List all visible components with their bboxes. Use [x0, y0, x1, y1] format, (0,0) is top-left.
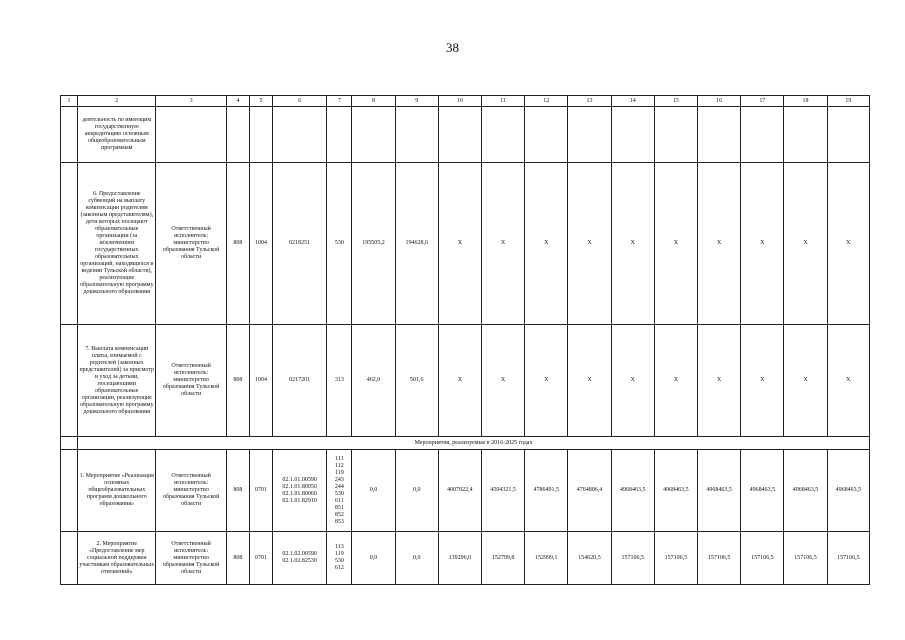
column-number: 12: [525, 96, 568, 107]
section-code: [249, 107, 272, 163]
column-number: 13: [568, 96, 611, 107]
ministry-code: 808: [226, 532, 249, 585]
value-cell: 0,0: [395, 450, 438, 532]
value-cell: Х: [438, 325, 481, 437]
ministry-code: 808: [226, 163, 249, 325]
section-code: 0701: [249, 532, 272, 585]
value-cell: 139296,0: [438, 532, 481, 585]
value-cell: [827, 107, 869, 163]
value-cell: Х: [784, 325, 827, 437]
section-code: 1004: [249, 325, 272, 437]
value-cell: Х: [784, 163, 827, 325]
column-number: 19: [827, 96, 869, 107]
page-number: 38: [446, 40, 459, 55]
value-cell: Х: [482, 163, 525, 325]
column-number: 2: [78, 96, 156, 107]
value-cell: 0,0: [352, 450, 395, 532]
ministry-code: 808: [226, 325, 249, 437]
column-number: 10: [438, 96, 481, 107]
column-number: 15: [654, 96, 697, 107]
column-number-row: [61, 96, 870, 107]
value-cell: [611, 107, 654, 163]
section-row: [61, 437, 870, 450]
value-cell: [654, 107, 697, 163]
column-number: 8: [352, 96, 395, 107]
value-cell: 154620,5: [568, 532, 611, 585]
executor: Ответственный исполнитель: министерство образования Тульской области: [156, 325, 226, 437]
value-cell: 4968463,5: [698, 450, 741, 532]
section-code: 1004: [249, 163, 272, 325]
table-row: [61, 107, 870, 163]
value-cell: 4007022,4: [438, 450, 481, 532]
column-number: 16: [698, 96, 741, 107]
value-cell: [352, 107, 395, 163]
value-cell: 157106,5: [698, 532, 741, 585]
value-cell: 157106,5: [784, 532, 827, 585]
measure-name: 7. Выплата компенсации платы, взимаемой с родителей (законных представителей) за присмотр и уход за детьми, посещающими образовательные организации, реализующие образовательную программу дошкольного образования: [78, 325, 156, 437]
value-cell: 4968463,5: [784, 450, 827, 532]
value-cell: 4968463,5: [827, 450, 869, 532]
value-cell: Х: [698, 163, 741, 325]
value-cell: Х: [827, 163, 869, 325]
target-article: [273, 107, 327, 163]
column-number: 4: [226, 96, 249, 107]
value-cell: Х: [654, 325, 697, 437]
table-row: [61, 325, 870, 437]
expense-type: 113 119 530 612: [327, 532, 352, 585]
value-cell: [525, 107, 568, 163]
value-cell: [568, 107, 611, 163]
value-cell: 195505,2: [352, 163, 395, 325]
value-cell: 0,0: [352, 532, 395, 585]
value-cell: 4786491,5: [525, 450, 568, 532]
value-cell: [741, 107, 784, 163]
column-number: 9: [395, 96, 438, 107]
target-article: 02.1.02.00590 02.1.02.82530: [273, 532, 327, 585]
budget-table: [60, 95, 870, 585]
value-cell: [482, 107, 525, 163]
value-cell: Х: [525, 163, 568, 325]
value-cell: 4764806,4: [568, 450, 611, 532]
column-number: 11: [482, 96, 525, 107]
column-number: 5: [249, 96, 272, 107]
column-number: 6: [273, 96, 327, 107]
target-article: 02.1.01.00590 02.1.01.80050 02.1.01.80060 02.1.01.82910: [273, 450, 327, 532]
measure-name: 6. Предоставление субвенций на выплату компенсации родителям (законным представителям), дети которых посещают образовательные организации (за исключением государственных образовательных организаций, находящихся в ведении Тульской области), реализующие образовательную программу дошкольного образования: [78, 163, 156, 325]
value-cell: 462,0: [352, 325, 395, 437]
value-cell: Х: [525, 325, 568, 437]
column-number: 1: [61, 96, 78, 107]
column-number: 14: [611, 96, 654, 107]
value-cell: 4968463,5: [611, 450, 654, 532]
section-code: 0701: [249, 450, 272, 532]
executor: Ответственный исполнитель: министерство образования Тульской области: [156, 532, 226, 585]
value-cell: Х: [741, 325, 784, 437]
ministry-code: 808: [226, 450, 249, 532]
value-cell: 152999,1: [525, 532, 568, 585]
value-cell: Х: [482, 325, 525, 437]
section-label: Мероприятия, реализуемые в 2016-2025 годах: [78, 437, 870, 450]
column-number: 7: [327, 96, 352, 107]
value-cell: 4968463,5: [654, 450, 697, 532]
value-cell: [438, 107, 481, 163]
value-cell: Х: [611, 163, 654, 325]
value-cell: Х: [741, 163, 784, 325]
value-cell: Х: [611, 325, 654, 437]
target-article: 0218251: [273, 163, 327, 325]
column-number: 18: [784, 96, 827, 107]
table-row: [61, 532, 870, 585]
value-cell: 157106,5: [654, 532, 697, 585]
executor: [156, 107, 226, 163]
expense-type: 530: [327, 163, 352, 325]
value-cell: 4968463,5: [741, 450, 784, 532]
measure-name: деятельность по имеющим государственную аккредитацию основным общеобразовательным программам: [78, 107, 156, 163]
expense-type: 111 112 119 243 244 530 611 851 852 853: [327, 450, 352, 532]
value-cell: 157106,5: [741, 532, 784, 585]
expense-type: [327, 107, 352, 163]
value-cell: 152799,8: [482, 532, 525, 585]
table-row: [61, 450, 870, 532]
value-cell: Х: [568, 325, 611, 437]
value-cell: 0,0: [395, 532, 438, 585]
expense-type: 313: [327, 325, 352, 437]
value-cell: 194628,6: [395, 163, 438, 325]
value-cell: 157106,5: [611, 532, 654, 585]
value-cell: Х: [698, 325, 741, 437]
column-number: 3: [156, 96, 226, 107]
value-cell: [698, 107, 741, 163]
value-cell: Х: [827, 325, 869, 437]
value-cell: Х: [438, 163, 481, 325]
value-cell: [395, 107, 438, 163]
value-cell: Х: [568, 163, 611, 325]
measure-name: 2. Мероприятие «Предоставление мер социальной поддержки участникам образовательных отношений»: [78, 532, 156, 585]
column-number: 17: [741, 96, 784, 107]
target-article: 0217201: [273, 325, 327, 437]
executor: Ответственный исполнитель: министерство образования Тульской области: [156, 163, 226, 325]
ministry-code: [226, 107, 249, 163]
value-cell: 157106,5: [827, 532, 869, 585]
value-cell: 501,6: [395, 325, 438, 437]
value-cell: Х: [654, 163, 697, 325]
executor: Ответственный исполнитель: министерство образования Тульской области: [156, 450, 226, 532]
table-row: [61, 163, 870, 325]
value-cell: 4504321,5: [482, 450, 525, 532]
measure-name: 1. Мероприятие «Реализация основных общеобразовательных программ дошкольного образования»: [78, 450, 156, 532]
value-cell: [784, 107, 827, 163]
